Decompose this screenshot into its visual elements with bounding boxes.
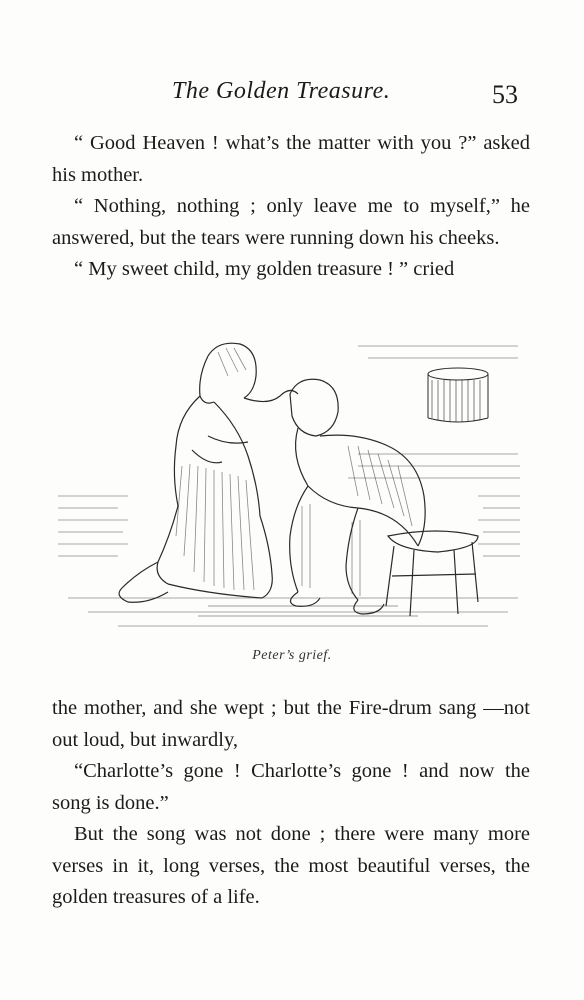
paragraph: “Charlotte’s gone ! Charlotte’s gone ! and now the song is done.” [52,760,530,814]
paragraph: “ Nothing, nothing ; only leave me to myself,” he answered, but the tears were running down his cheeks. [52,195,530,249]
illustration [58,336,526,638]
running-title: The Golden Treasure. [172,78,391,104]
figure-caption: Peter’s grief. [252,648,332,663]
text-block-bottom [52,693,530,914]
paragraph: “ My sweet child, my golden treasure ! ” cried [74,258,455,280]
background-hatching [58,346,520,626]
fire-drum [428,368,488,422]
floor-shadow [198,606,418,616]
engraving-mother-and-boy [58,336,526,638]
stool [386,531,478,616]
mother-figure [119,343,298,602]
paragraph: But the song was not done ; there were many more verses in it, long verses, the most beautiful verses, the golden treasures of a life. [52,823,530,908]
boy-figure [290,379,425,614]
running-head [0,76,584,116]
page-number: 53 [492,80,518,109]
paragraph: “ Good Heaven ! what’s the matter with you ?” asked his mother. [52,132,530,186]
text-block-top [52,128,530,286]
paragraph: the mother, and she wept ; but the Fire-drum sang —not out loud, but inwardly, [52,697,530,751]
